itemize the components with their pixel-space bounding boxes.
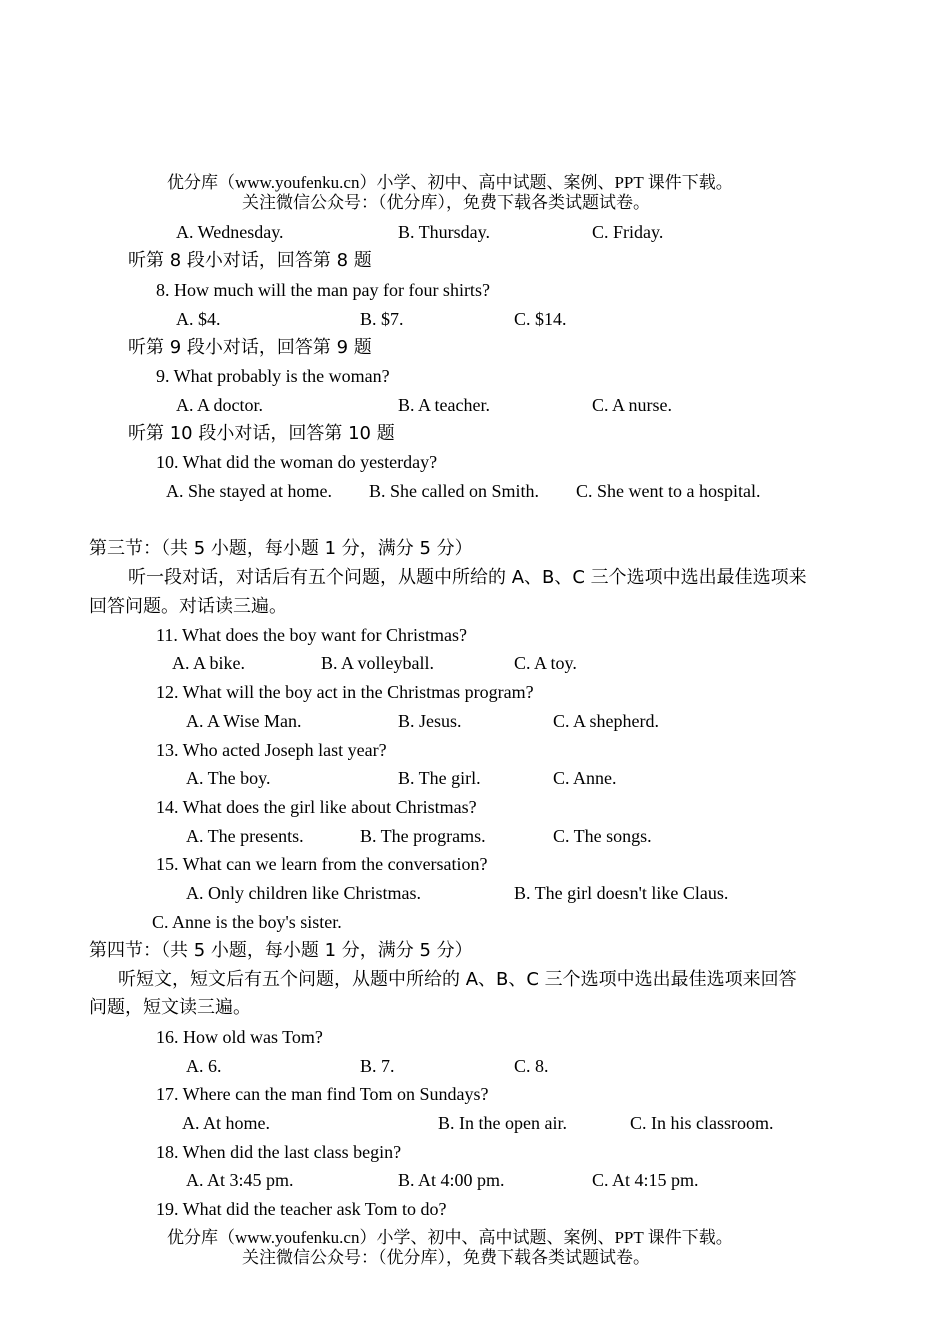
- q13-option-c: C. Anne.: [553, 768, 617, 788]
- d8-instruction: 听第 8 段小对话，回答第 8 题: [128, 250, 372, 271]
- q19-question: 19. What did the teacher ask Tom to do?: [156, 1199, 447, 1219]
- q17-question: 17. Where can the man find Tom on Sundays?: [156, 1084, 489, 1104]
- q10-option-c: C. She went to a hospital.: [576, 481, 761, 501]
- q16-option-c: C. 8.: [514, 1056, 549, 1076]
- q8-question: 8. How much will the man pay for four shirts?: [156, 280, 490, 300]
- q7-option-c: C. Friday.: [592, 222, 664, 242]
- q16-option-a: A. 6.: [186, 1056, 222, 1076]
- q14-question: 14. What does the girl like about Christmas?: [156, 797, 477, 817]
- section4-instruction-2: 问题，短文读三遍。: [89, 997, 251, 1018]
- q10-question: 10. What did the woman do yesterday?: [156, 452, 438, 472]
- q11-option-b: B. A volleyball.: [321, 653, 435, 673]
- q16-option-b: B. 7.: [360, 1056, 395, 1076]
- q10-option-a: A. She stayed at home.: [166, 481, 332, 501]
- q16-question: 16. How old was Tom?: [156, 1027, 323, 1047]
- q8-option-a: A. $4.: [176, 309, 221, 329]
- q7-option-b: B. Thursday.: [398, 222, 490, 242]
- q12-option-a: A. A Wise Man.: [186, 711, 302, 731]
- q18-option-a: A. At 3:45 pm.: [186, 1170, 294, 1190]
- q18-question: 18. When did the last class begin?: [156, 1142, 402, 1162]
- d10-instruction: 听第 10 段小对话，回答第 10 题: [128, 423, 395, 444]
- q9-option-c: C. A nurse.: [592, 395, 673, 415]
- header-line-1: 优分库（www.youfenku.cn）小学、初中、高中试题、案例、PPT 课件下载。: [167, 173, 733, 192]
- q14-option-b: B. The programs.: [360, 826, 486, 846]
- q9-option-b: B. A teacher.: [398, 395, 490, 415]
- footer-line-1: 优分库（www.youfenku.cn）小学、初中、高中试题、案例、PPT 课件下载。: [167, 1228, 733, 1247]
- q8-option-b: B. $7.: [360, 309, 404, 329]
- q17-option-c: C. In his classroom.: [630, 1113, 774, 1133]
- q15-question: 15. What can we learn from the conversation?: [156, 854, 488, 874]
- q13-question: 13. Who acted Joseph last year?: [156, 740, 387, 760]
- header-line-2: 关注微信公众号：（优分库），免费下载各类试题试卷。: [242, 193, 650, 212]
- section3-instruction-2: 回答问题。对话读三遍。: [89, 596, 287, 617]
- q17-option-b: B. In the open air.: [438, 1113, 567, 1133]
- q18-option-c: C. At 4:15 pm.: [592, 1170, 699, 1190]
- q12-question: 12. What will the boy act in the Christmas program?: [156, 682, 534, 702]
- q18-option-b: B. At 4:00 pm.: [398, 1170, 505, 1190]
- q11-question: 11. What does the boy want for Christmas?: [156, 625, 467, 645]
- q14-option-a: A. The presents.: [186, 826, 304, 846]
- q13-option-a: A. The boy.: [186, 768, 271, 788]
- section3-instruction-1: 听一段对话，对话后有五个问题，从题中所给的 A、B、C 三个选项中选出最佳选项来: [128, 567, 807, 588]
- d9-instruction: 听第 9 段小对话，回答第 9 题: [128, 337, 372, 358]
- q9-option-a: A. A doctor.: [176, 395, 264, 415]
- q7-option-a: A. Wednesday.: [176, 222, 284, 242]
- q15-option-c: C. Anne is the boy's sister.: [152, 912, 342, 932]
- q11-option-c: C. A toy.: [514, 653, 577, 673]
- q9-question: 9. What probably is the woman?: [156, 366, 390, 386]
- q15-option-a: A. Only children like Christmas.: [186, 883, 421, 903]
- section4-instruction-1: 听短文，短文后有五个问题，从题中所给的 A、B、C 三个选项中选出最佳选项来回答: [118, 969, 797, 990]
- q17-option-a: A. At home.: [182, 1113, 270, 1133]
- section4-title: 第四节：（共 5 小题，每小题 1 分，满分 5 分）: [89, 940, 473, 961]
- section3-title: 第三节：（共 5 小题，每小题 1 分，满分 5 分）: [89, 538, 473, 559]
- q12-option-b: B. Jesus.: [398, 711, 462, 731]
- q10-option-b: B. She called on Smith.: [369, 481, 539, 501]
- q11-option-a: A. A bike.: [172, 653, 246, 673]
- q14-option-c: C. The songs.: [553, 826, 652, 846]
- q13-option-b: B. The girl.: [398, 768, 481, 788]
- footer-line-2: 关注微信公众号：（优分库），免费下载各类试题试卷。: [242, 1248, 650, 1267]
- q12-option-c: C. A shepherd.: [553, 711, 659, 731]
- q15-option-b: B. The girl doesn't like Claus.: [514, 883, 729, 903]
- q8-option-c: C. $14.: [514, 309, 567, 329]
